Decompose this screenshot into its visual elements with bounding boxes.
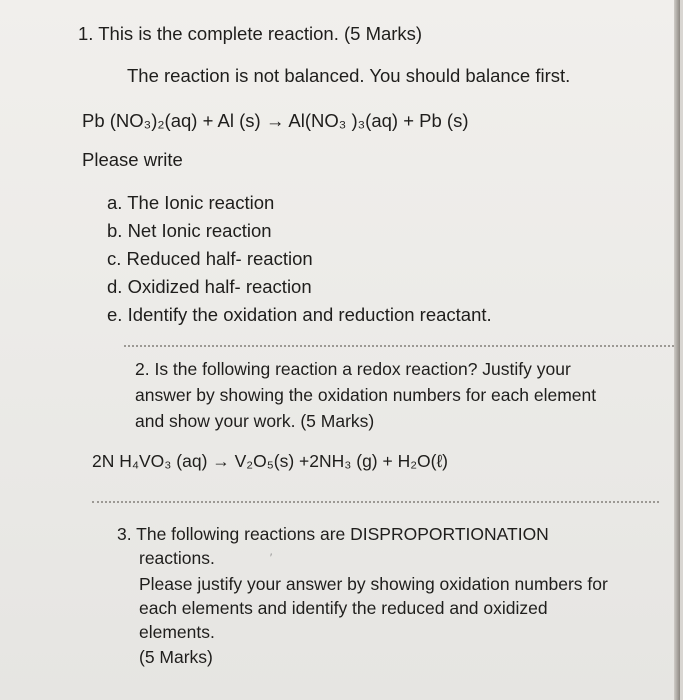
q1-equation: Pb (NO₃)₂(aq) + Al (s) → Al(NO₃ )₃(aq) + Pb (s) <box>82 110 469 131</box>
q3-line-5: elements. <box>139 622 215 642</box>
q2-line-3: and show your work. (5 Marks) <box>135 411 375 431</box>
q1-item-b: b. Net Ionic reaction <box>107 220 272 241</box>
q1-please-write: Please write <box>82 149 183 170</box>
q1-item-e: e. Identify the oxidation and reduction reactant. <box>107 304 492 325</box>
q2-line-1: 2. Is the following reaction a redox reaction? Justify your <box>135 359 571 379</box>
q3-line-1: 3. The following reactions are DISPROPORTIONATION <box>117 524 549 544</box>
q1-item-a: a. The Ionic reaction <box>107 192 275 213</box>
q3-line-3: Please justify your answer by showing oxidation numbers for <box>139 574 608 594</box>
q3-line-2: reactions. <box>139 548 215 568</box>
q1-title: 1. This is the complete reaction. (5 Marks) <box>78 23 423 44</box>
page-edge-shadow <box>674 0 680 700</box>
q3-line-6: (5 Marks) <box>139 647 213 667</box>
q2-line-2: answer by showing the oxidation numbers for each element <box>135 385 597 405</box>
q1-item-d: d. Oxidized half- reaction <box>107 276 312 297</box>
divider-2 <box>92 501 659 503</box>
q3-line-4: each elements and identify the reduced and oxidized <box>139 598 548 618</box>
pen-mark: ′ <box>270 552 273 564</box>
q2-equation: 2N H₄VO₃ (aq) → V₂O₅(s) +2NH₃ (g) + H₂O(ℓ) <box>92 451 448 471</box>
divider-1 <box>124 345 674 347</box>
q1-note: The reaction is not balanced. You should balance first. <box>127 65 571 86</box>
q1-item-c: c. Reduced half- reaction <box>107 248 313 269</box>
